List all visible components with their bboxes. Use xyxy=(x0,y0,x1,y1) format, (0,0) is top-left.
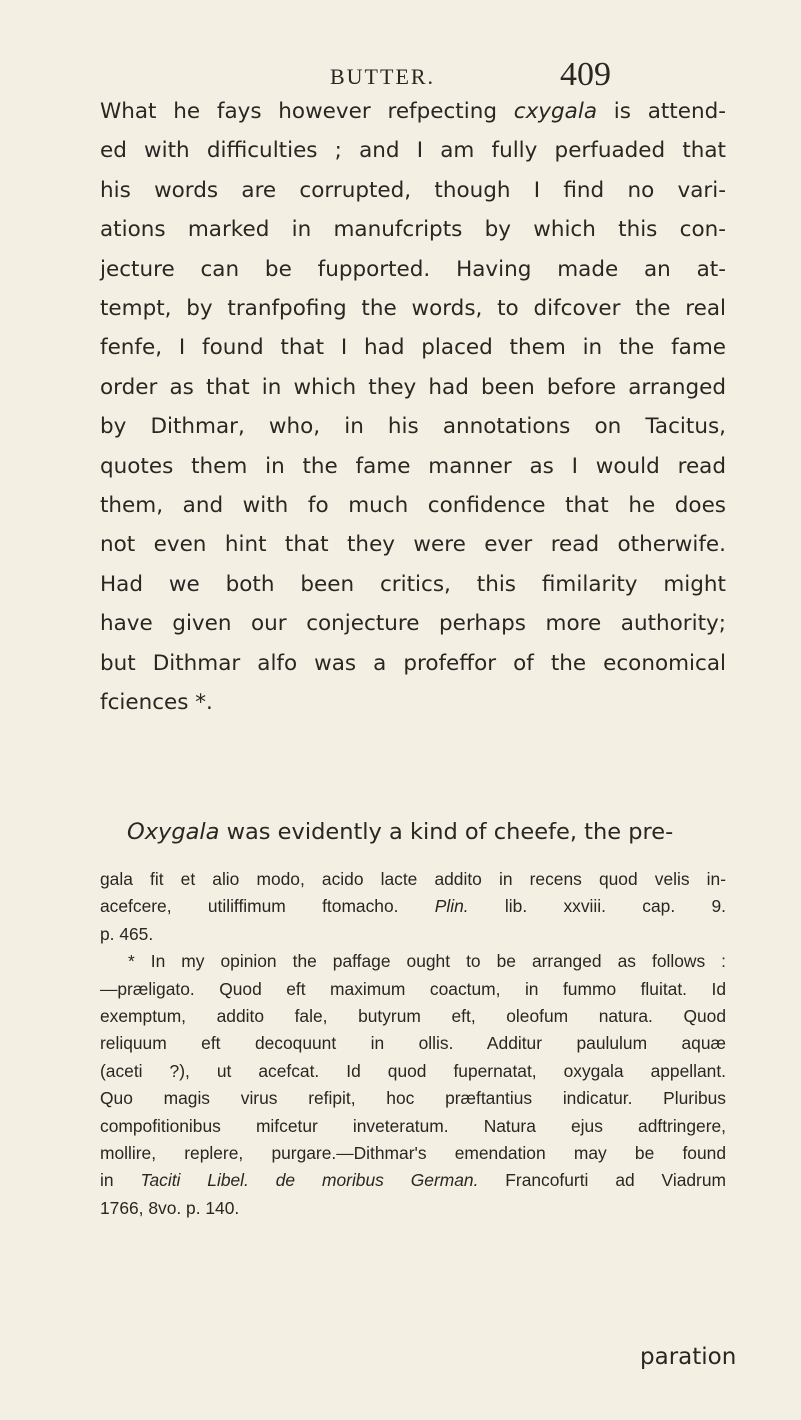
text-line: Had we both been critics, this fimilarity might xyxy=(100,571,726,597)
footnote-line: compofitionibus mifcetur inveteratum. Natura ejus adftringere, xyxy=(100,1115,726,1136)
footnote-line: * In my opinion the paffage ought to be arranged as follows : xyxy=(128,951,726,972)
text-line: not even hint that they were ever read otherwife. xyxy=(100,532,726,558)
footnote-line: 1766, 8vo. p. 140. xyxy=(100,1197,240,1218)
text-line: jecture can be fupported. Having made an at- xyxy=(100,256,726,282)
text-line: but Dithmar alfo was a profeffor of the economical xyxy=(100,650,726,676)
text-line: by Dithmar, who, in his annotations on Tacitus, xyxy=(100,414,726,440)
footnote-line: in Taciti Libel. de moribus German. Francofurti ad Viadrum xyxy=(100,1170,726,1191)
text-line: fciences *. xyxy=(100,690,213,716)
footnote-line: —præligato. Quod eft maximum coactum, in fummo fluitat. Id xyxy=(100,978,726,999)
footnote-line: gala fit et alio modo, acido lacte addito in recens quod velis in- xyxy=(100,869,726,889)
footnote-line: reliquum eft decoquunt in ollis. Additur paululum aquæ xyxy=(100,1033,726,1054)
footnote-line: exemptum, addito fale, butyrum eft, oleofum natura. Quod xyxy=(100,1006,726,1027)
text-line: have given our conjecture perhaps more authority; xyxy=(100,611,726,637)
footnote-line: mollire, replere, purgare.—Dithmar's emendation may be found xyxy=(100,1143,726,1164)
text-line: ations marked in manufcripts by which this con- xyxy=(100,217,726,243)
text-line: tempt, by tranfpofing the words, to difcover the real xyxy=(100,296,726,322)
footnote-line: acefcere, utiliffimum ftomacho. Plin. lib. xxviii. cap. 9. xyxy=(100,896,726,917)
running-head: BUTTER. xyxy=(330,64,436,89)
text-line: them, and with fo much confidence that he does xyxy=(100,493,726,519)
footnotes xyxy=(100,866,726,1222)
text-line: his words are corrupted, though I find no vari- xyxy=(100,177,726,203)
text-line: order as that in which they had been before arranged xyxy=(100,374,726,400)
text-line: What he fays however refpecting cxygala is attend- xyxy=(100,99,726,124)
footnote-line: Quo magis virus refipit, hoc præftantius indicatur. Pluribus xyxy=(100,1088,726,1109)
text-line: quotes them in the fame manner as I would read xyxy=(100,453,726,479)
footnote-line: (aceti ?), ut acefcat. Id quod fupernatat, oxygala appellant. xyxy=(100,1060,726,1081)
text-line: ed with difficulties ; and I am fully perfuaded that xyxy=(100,138,726,164)
footnote-line: p. 465. xyxy=(100,923,154,944)
page-number: 409 xyxy=(560,56,611,93)
text-line: fenfe, I found that I had placed them in the fame xyxy=(100,335,726,361)
oxygala-paragraph: Oxygala was evidently a kind of cheefe, the pre- xyxy=(127,819,674,845)
main-paragraph xyxy=(100,92,726,723)
catchword: paration xyxy=(640,1344,737,1370)
